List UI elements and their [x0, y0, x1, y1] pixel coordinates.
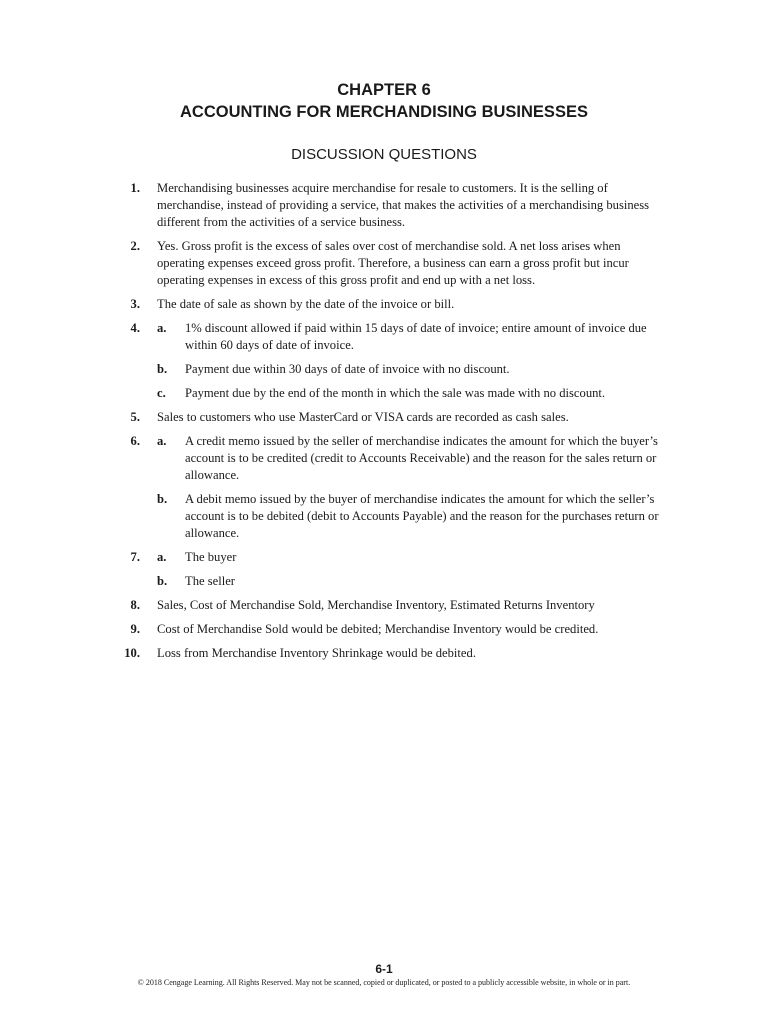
- sub-answer-a: [157, 320, 670, 354]
- question-1: [110, 180, 670, 231]
- sub-letter: c.: [157, 386, 166, 400]
- sub-letter: a.: [157, 550, 167, 564]
- question-answer: Sales to customers who use MasterCard or VISA cards are recorded as cash sales.: [157, 410, 569, 424]
- sub-answer-a: [157, 433, 670, 484]
- question-list: [110, 180, 670, 662]
- sub-letter: a.: [157, 321, 167, 335]
- sub-text: The buyer: [185, 550, 237, 564]
- question-answer-parts: [157, 433, 670, 542]
- question-3: [110, 296, 670, 313]
- question-number: 4.: [130, 321, 140, 335]
- question-10: [110, 645, 670, 662]
- sub-text: Payment due within 30 days of date of invoice with no discount.: [185, 362, 510, 376]
- question-number: 7.: [130, 550, 140, 564]
- question-number: 8.: [130, 598, 140, 612]
- question-answer-parts: [157, 549, 670, 590]
- page-footer: [0, 962, 768, 988]
- question-number: 10.: [124, 646, 140, 660]
- question-number: 1.: [130, 181, 140, 195]
- sub-text: The seller: [185, 574, 235, 588]
- sub-text: Payment due by the end of the month in which the sale was made with no discount.: [185, 386, 606, 400]
- question-answer: Yes. Gross profit is the excess of sales over cost of merchandise sold. A net loss arises when operating expenses exceed gross profit. Therefore, a business can earn a gross profit but incur operating expenses in excess of this gross profit and end up with a net loss.: [157, 239, 629, 287]
- question-answer: The date of sale as shown by the date of the invoice or bill.: [157, 297, 455, 311]
- sub-text: A debit memo issued by the buyer of merchandise indicates the amount for which the seller’s account is to be debited (debit to Accounts Payable) and the reason for the purchases return or allowance.: [185, 492, 659, 540]
- page-header: [0, 80, 768, 165]
- chapter-title: ACCOUNTING FOR MERCHANDISING BUSINESSES: [180, 103, 588, 121]
- question-answer: Sales, Cost of Merchandise Sold, Merchandise Inventory, Estimated Returns Inventory: [157, 598, 595, 612]
- sub-answer-c: [157, 385, 670, 402]
- sub-text: A credit memo issued by the seller of merchandise indicates the amount for which the buyer’s account is to be credited (credit to Accounts Receivable) and the reason for the sales return or allowance.: [185, 434, 658, 482]
- question-9: [110, 621, 670, 638]
- page-number: 6-1: [375, 962, 393, 976]
- chapter-number: CHAPTER 6: [337, 81, 431, 99]
- section-title: DISCUSSION QUESTIONS: [291, 146, 477, 163]
- question-answer-parts: [157, 320, 670, 402]
- sub-answer-b: [157, 361, 670, 378]
- question-number: 2.: [130, 239, 140, 253]
- question-7: [110, 549, 670, 590]
- copyright-notice: © 2018 Cengage Learning. All Rights Reserved. May not be scanned, copied or duplicated, or posted to a publicly accessible website, in whole or in part.: [137, 978, 631, 987]
- question-2: [110, 238, 670, 289]
- question-5: [110, 409, 670, 426]
- question-number: 3.: [130, 297, 140, 311]
- question-answer: Cost of Merchandise Sold would be debited; Merchandise Inventory would be credited.: [157, 622, 599, 636]
- question-answer: Merchandising businesses acquire merchandise for resale to customers. It is the selling of merchandise, instead of providing a service, that makes the activities of a merchandising business different from the activities of a service business.: [157, 181, 650, 229]
- sub-answer-b: [157, 573, 670, 590]
- question-4: [110, 320, 670, 402]
- question-8: [110, 597, 670, 614]
- sub-answer-b: [157, 491, 670, 542]
- sub-letter: a.: [157, 434, 167, 448]
- question-answer: Loss from Merchandise Inventory Shrinkage would be debited.: [157, 646, 476, 660]
- question-number: 5.: [130, 410, 140, 424]
- sub-letter: b.: [157, 362, 168, 376]
- sub-letter: b.: [157, 574, 168, 588]
- sub-text: 1% discount allowed if paid within 15 days of date of invoice; entire amount of invoice due within 60 days of date of invoice.: [185, 321, 647, 352]
- sub-letter: b.: [157, 492, 168, 506]
- question-6: [110, 433, 670, 542]
- question-number: 9.: [130, 622, 140, 636]
- question-number: 6.: [130, 434, 140, 448]
- sub-answer-a: [157, 549, 670, 566]
